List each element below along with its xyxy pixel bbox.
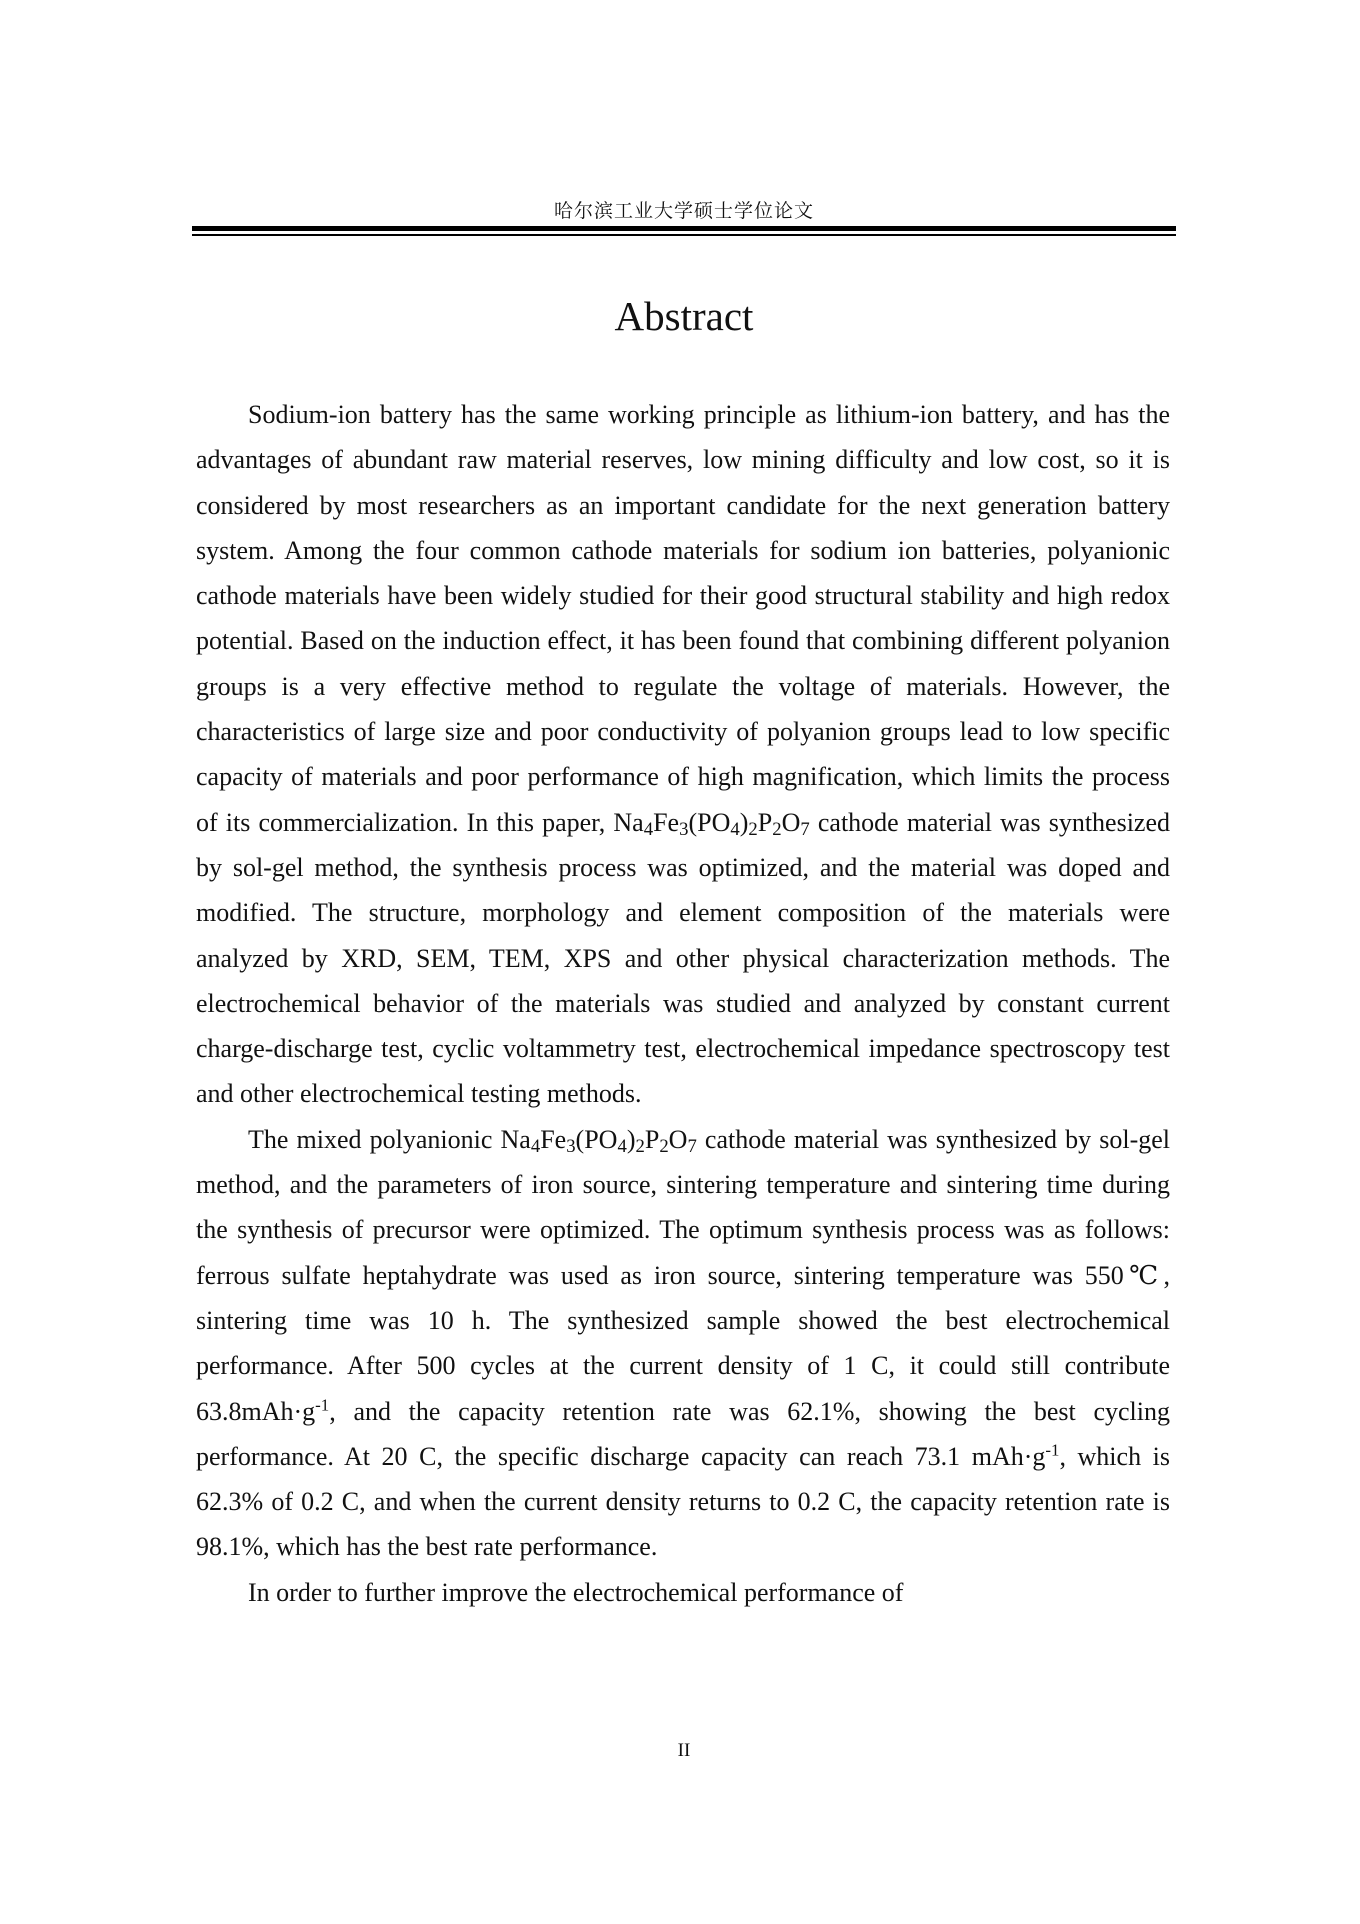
paragraph-1	[196, 392, 1170, 1117]
abstract-body	[196, 392, 1170, 1615]
paragraph-2-text-a: The mixed polyanionic	[248, 1124, 493, 1154]
header-rule-thick	[192, 226, 1176, 231]
paragraph-3: In order to further improve the electrochemical performance of	[248, 1577, 904, 1607]
paragraph-2	[196, 1117, 1170, 1570]
running-header: 哈尔滨工业大学硕士学位论文	[553, 201, 814, 222]
header-rule-thin	[192, 234, 1176, 236]
page-number: II	[677, 1740, 691, 1761]
abstract-title: Abstract	[614, 293, 754, 339]
paragraph-1-text-b: cathode material was synthesized by sol-gel method, the synthesis process was optimized, and the material was doped and modified. The structure, morphology and element composition of the materials were analyzed by XRD, SEM, TEM, XPS and other physical characterization methods. The electrochemical behavior of the materials was studied and analyzed by constant current charge-discharge test, cyclic voltammetry test, electrochemical impedance spectroscopy test and other electrochemical testing methods.	[196, 807, 1171, 1109]
chemical-formula: $Na_4Fe_3(PO_4)_2P_2O_7$	[500, 1124, 697, 1157]
paragraph-2-text-c: , and the capacity retention rate was 62.1%, showing the best cycling performance. At 20 C, the specific discharge capacity can reach 73.1 mAh·g	[196, 1396, 1170, 1471]
paragraph-2-text-b: cathode material was synthesized by sol-gel method, and the parameters of iron source, sintering temperature and sintering time during the synthesis of precursor were optimized. The optimum synthesis process was as follows: ferrous sulfate heptahydrate was used as iron source, sintering temperature was 550℃, sintering time was 10 h. The synthesized sample showed the best electrochemical performance. After 500 cycles at the current density of 1 C, it could still contribute 63.8mAh·g	[196, 1124, 1170, 1426]
chemical-formula: $Na_4Fe_3(PO_4)_2P_2O_7$	[613, 807, 810, 840]
superscript: -1	[1045, 1440, 1060, 1460]
superscript: -1	[315, 1395, 330, 1415]
paragraph-1-text-a: Sodium-ion battery has the same working principle as lithium-ion battery, and has the advantages of abundant raw material reserves, low mining difficulty and low cost, so it is considered by most researchers as an important candidate for the next generation battery system. Among the four common cathode materials for sodium ion batteries, polyanionic cathode materials have been widely studied for their good structural stability and high redox potential. Based on the induction effect, it has been found that combining different polyanion groups is a very effective method to regulate the voltage of materials. However, the characteristics of large size and poor conductivity of polyanion groups lead to low specific capacity of materials and poor performance of high magnification, which limits the process of its commercialization. In this paper,	[196, 400, 1170, 837]
paragraph-2-text-d: , which is 62.3% of 0.2 C, and when the current density returns to 0.2 C, the capacity retention rate is 98.1%, which has the best rate performance.	[196, 1441, 1170, 1562]
